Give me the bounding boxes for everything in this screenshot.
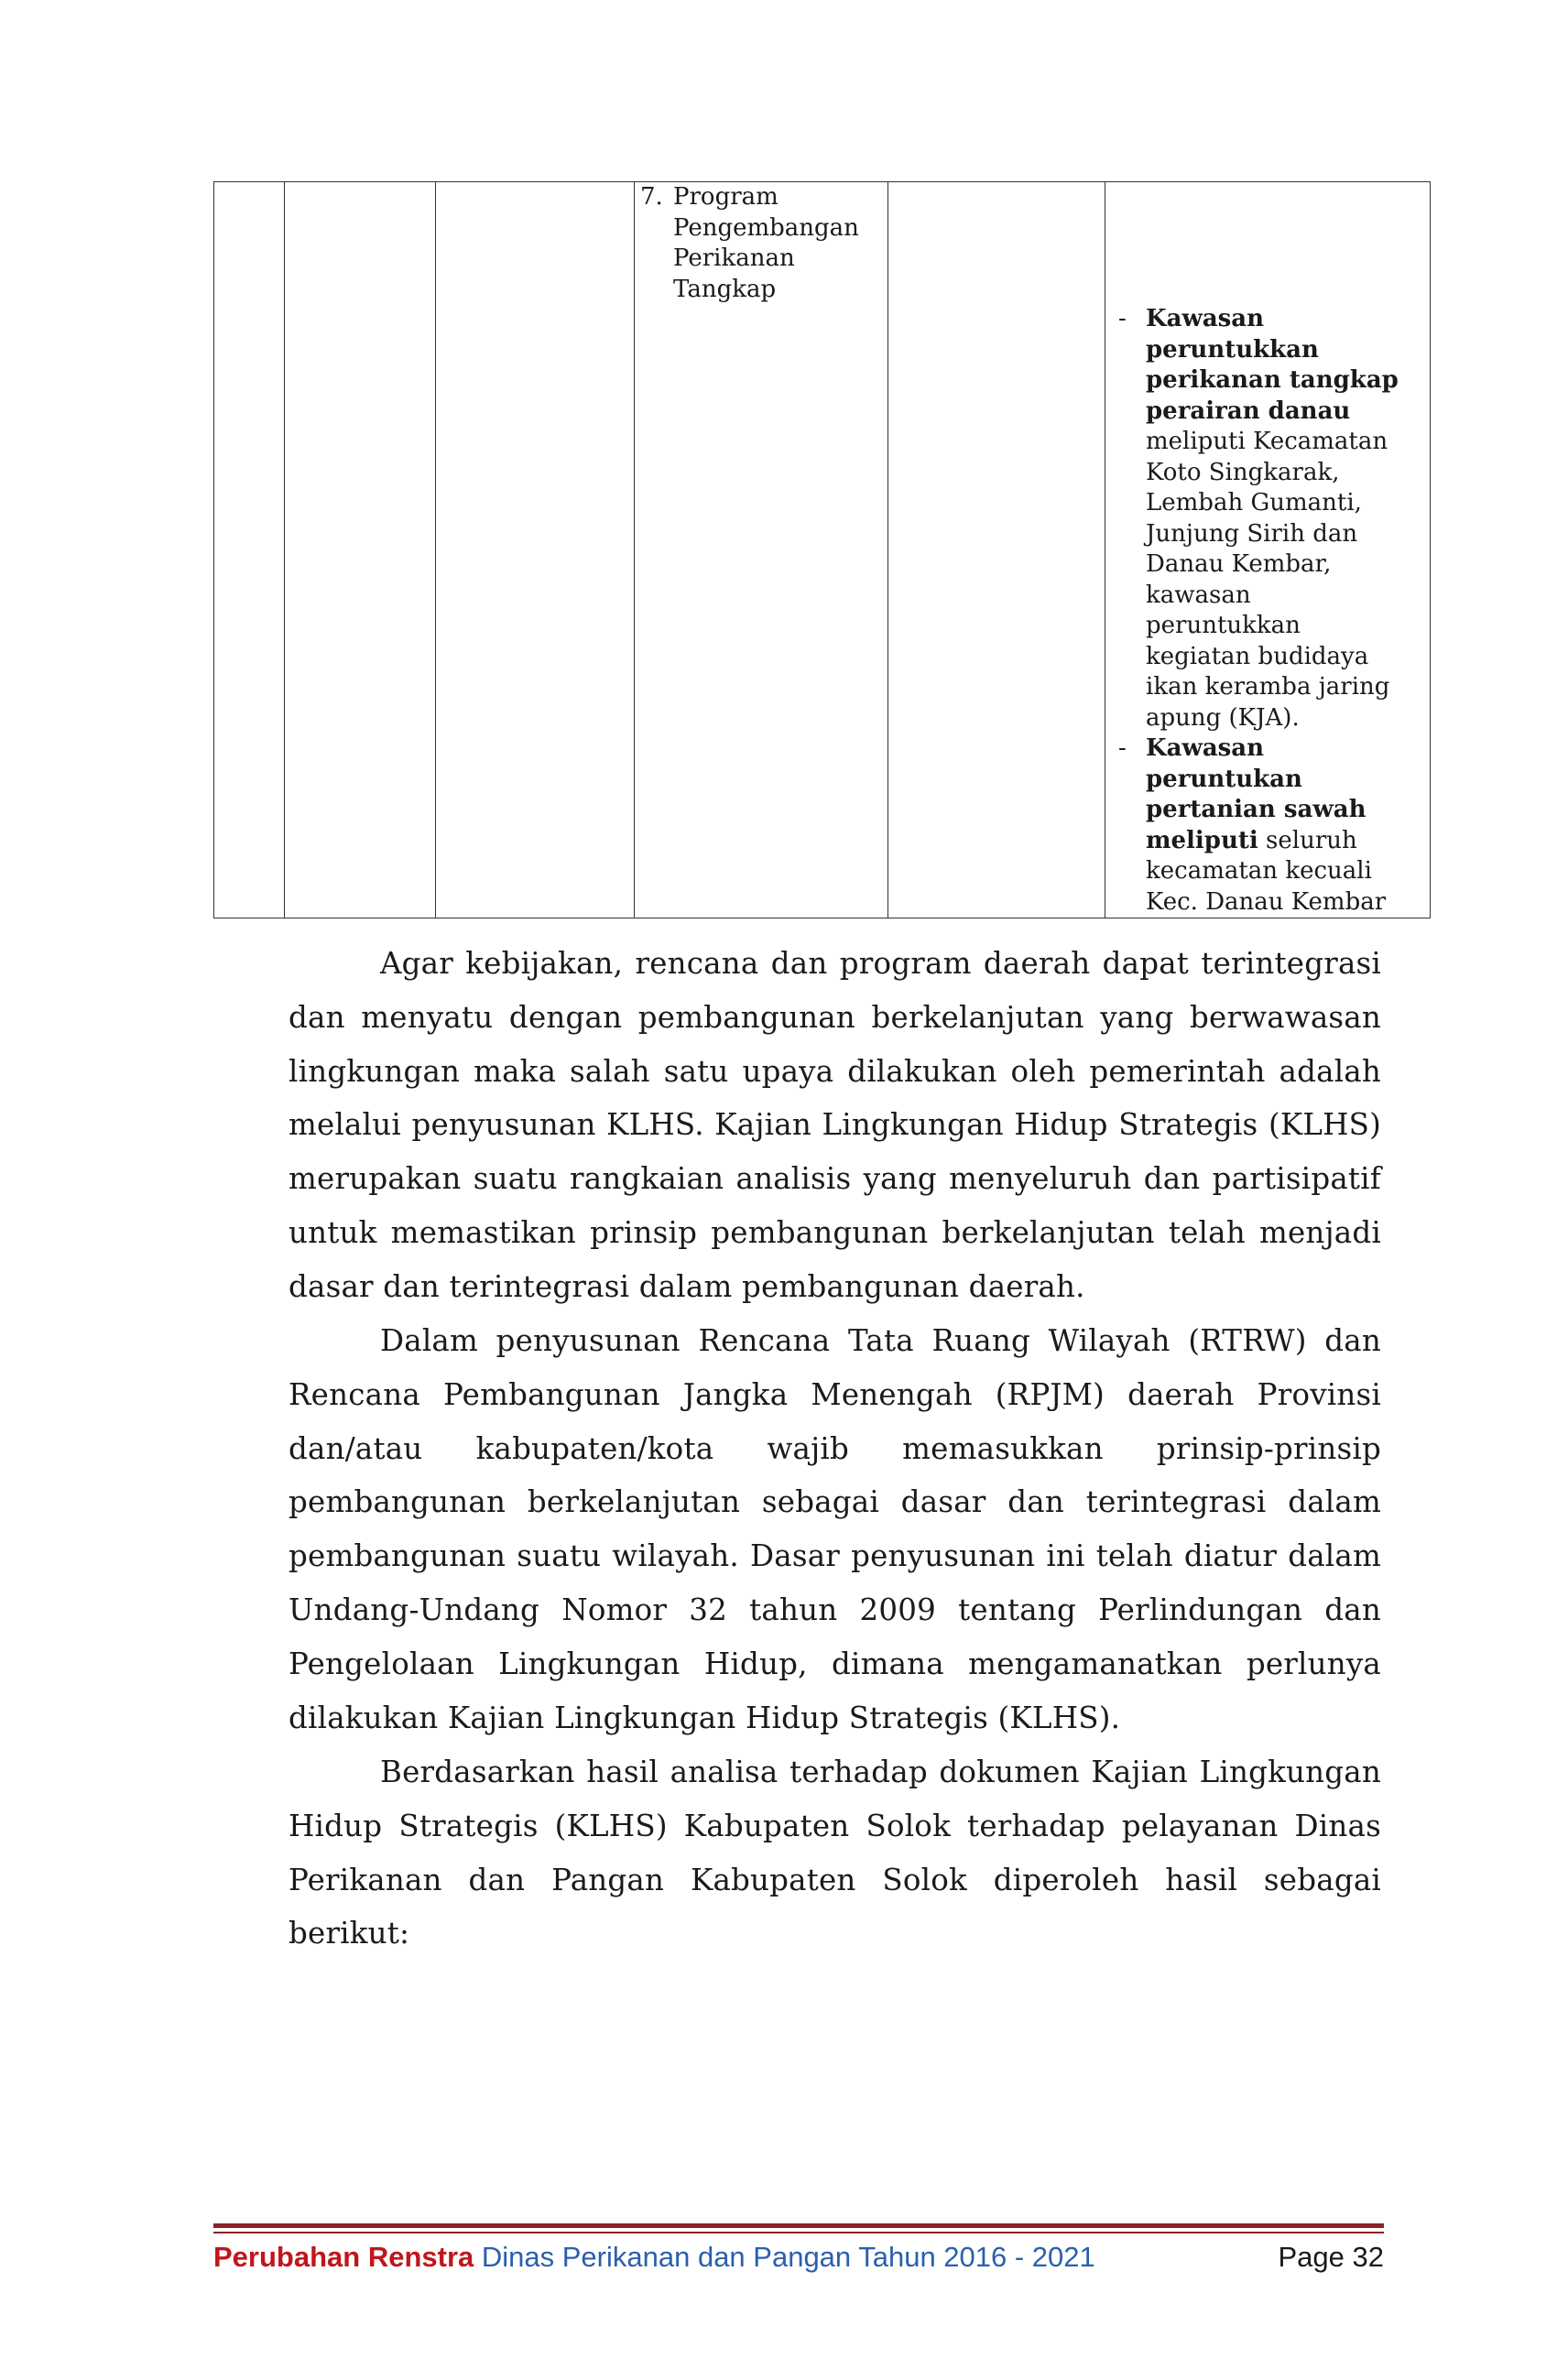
table-cell-empty-5 — [888, 182, 1105, 918]
list-dash: - — [1118, 305, 1127, 332]
kawasan-list — [1105, 182, 1430, 918]
table-row — [214, 182, 1431, 918]
list-item — [1118, 734, 1430, 918]
page-number: Page 32 — [1278, 2241, 1384, 2273]
table-cell-empty-3 — [436, 182, 635, 918]
kawasan-bold-text: Kawasan peruntukkan perikanan tangkap perairan danau — [1146, 305, 1399, 425]
paragraph-analysis-result: Berdasarkan hasil analisa terhadap dokumen Kajian Lingkungan Hidup Strategis (KLHS) Kabupaten Solok terhadap pelayanan Dinas Perikanan dan Pangan Kabupaten Solok diperoleh hasil sebagai berikut: — [289, 1755, 1381, 1951]
list-dash: - — [1118, 734, 1127, 762]
program-entry — [635, 182, 887, 305]
program-name: Program Pengembangan Perikanan Tangkap — [673, 183, 859, 303]
page-footer — [213, 2237, 1384, 2277]
table-cell-kawasan — [1105, 182, 1431, 918]
footer-rule-thin — [213, 2232, 1384, 2233]
paragraph-rtrw-rpjm: Dalam penyusunan Rencana Tata Ruang Wilayah (RTRW) dan Rencana Pembangunan Jangka Menengah (RPJM) daerah Provinsi dan/atau kabupaten/kota wajib memasukkan prinsip-prinsip pembangunan berkelanjutan sebagai dasar dan terintegrasi dalam pembangunan suatu wilayah. Dasar penyusunan ini telah diatur dalam Undang-Undang Nomor 32 tahun 2009 tentang Perlindungan dan Pengelolaan Lingkungan Hidup, dimana mengamanatkan perlunya dilakukan Kajian Lingkungan Hidup Strategis (KLHS). — [289, 1323, 1381, 1735]
footer-subtitle: Dinas Perikanan dan Pangan Tahun 2016 - 2021 — [474, 2241, 1095, 2273]
program-number: 7. — [640, 183, 663, 211]
table-cell-empty-1 — [214, 182, 285, 918]
list-item — [1118, 304, 1430, 734]
paragraph-klhs-intro: Agar kebijakan, rencana dan program daerah dapat terintegrasi dan menyatu dengan pembangunan berkelanjutan yang berwawasan lingkungan maka salah satu upaya dilakukan oleh pemerintah adalah melalui penyusunan KLHS. Kajian Lingkungan Hidup Strategis (KLHS) merupakan suatu rangkaian analisis yang menyeluruh dan partisipatif untuk memastikan prinsip pembangunan berkelanjutan telah menjadi dasar dan terintegrasi dalam pembangunan daerah. — [289, 946, 1381, 1304]
program-table — [213, 181, 1431, 918]
kawasan-bold-text: Kawasan peruntukan pertanian sawah meliputi — [1146, 734, 1366, 854]
table-cell-empty-2 — [285, 182, 436, 918]
footer-title: Perubahan Renstra — [213, 2241, 474, 2273]
footer-rule-thick — [213, 2223, 1384, 2228]
kawasan-plain-text: seluruh kecamatan kecuali Kec. Danau Kembar — [1146, 826, 1387, 916]
kawasan-text — [1146, 734, 1407, 918]
kawasan-plain-text: meliputi Kecamatan Koto Singkarak, Lembah Gumanti, Junjung Sirih dan Danau Kembar, kawasan peruntukkan kegiatan budidaya ikan keramba jaring apung (KJA). — [1146, 428, 1390, 732]
kawasan-text — [1146, 304, 1407, 734]
table-cell-program — [635, 182, 888, 918]
